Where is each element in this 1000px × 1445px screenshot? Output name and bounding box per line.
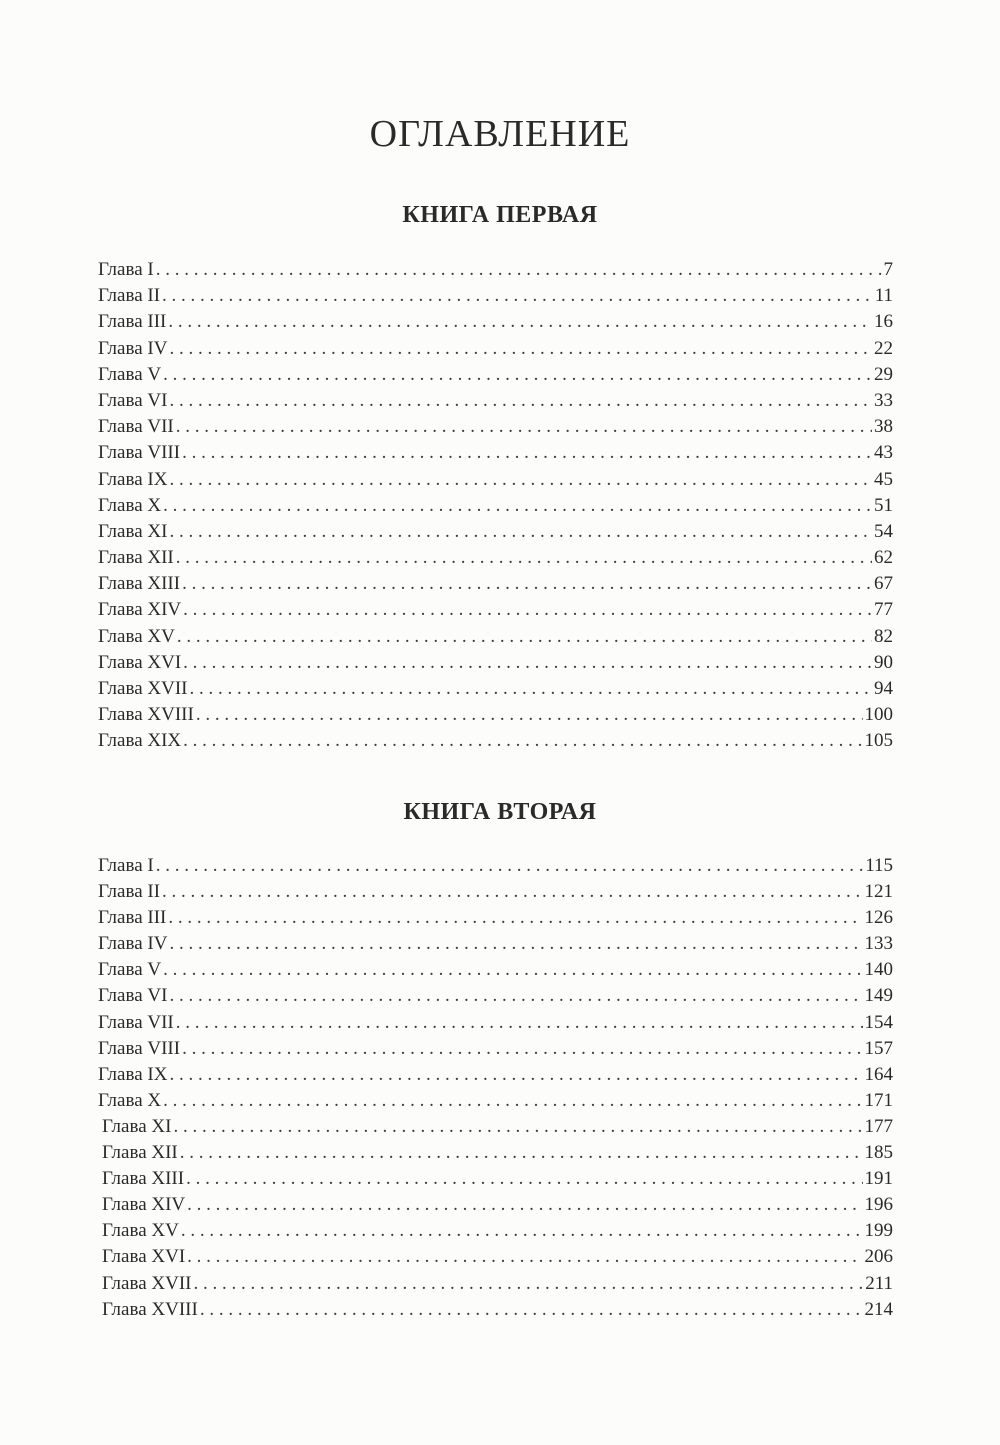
page-number: 105 — [864, 730, 893, 752]
page-number: 45 — [874, 468, 893, 490]
dot-leader — [169, 467, 872, 493]
dot-leader — [182, 440, 872, 466]
dot-leader — [189, 676, 872, 702]
toc-entry[interactable] — [98, 1088, 893, 1114]
toc-entry[interactable] — [98, 571, 893, 597]
toc-entry[interactable] — [98, 597, 893, 623]
chapter-label: Глава V — [98, 959, 162, 981]
dot-leader — [163, 1088, 862, 1114]
dot-leader — [173, 1114, 862, 1140]
toc-entry[interactable] — [98, 879, 893, 905]
page-number: 140 — [864, 959, 893, 981]
toc-entry[interactable] — [98, 257, 893, 283]
toc-entry[interactable] — [98, 309, 893, 335]
dot-leader — [183, 597, 872, 623]
dot-leader — [182, 1036, 862, 1062]
page-number: 196 — [864, 1194, 893, 1216]
toc-entry[interactable] — [98, 1010, 893, 1036]
dot-leader — [177, 624, 872, 650]
chapter-label: Глава XI — [102, 1115, 172, 1137]
toc-entry[interactable] — [98, 1036, 893, 1062]
chapter-label: Глава XIV — [102, 1194, 186, 1216]
page-number: 211 — [865, 1272, 893, 1294]
book-one-contents — [98, 257, 893, 755]
book-two-heading: КНИГА ВТОРАЯ — [403, 799, 597, 825]
chapter-label: Глава II — [98, 285, 161, 307]
page-number: 185 — [864, 1142, 893, 1164]
toc-entry[interactable] — [98, 983, 893, 1009]
dot-leader — [187, 1192, 862, 1218]
page-number: 126 — [864, 907, 893, 929]
page-number: 100 — [864, 704, 893, 726]
book-two-contents — [98, 853, 893, 1323]
dot-leader — [169, 388, 872, 414]
page-number: 164 — [864, 1063, 893, 1085]
page-title: ОГЛАВЛЕНИЕ — [369, 113, 631, 155]
dot-leader — [183, 728, 862, 754]
dot-leader — [193, 1271, 863, 1297]
chapter-label: Глава XIV — [98, 599, 182, 621]
page-number: 11 — [874, 285, 893, 307]
dot-leader — [186, 1166, 862, 1192]
toc-entry[interactable] — [98, 336, 893, 362]
chapter-label: Глава IV — [98, 933, 168, 955]
toc-entry[interactable] — [98, 519, 893, 545]
dot-leader — [180, 1140, 863, 1166]
dot-leader — [169, 1062, 862, 1088]
page-number: 149 — [864, 985, 893, 1007]
toc-entry[interactable] — [98, 1192, 893, 1218]
dot-leader — [169, 519, 872, 545]
dot-leader — [169, 336, 872, 362]
chapter-label: Глава XVII — [102, 1272, 192, 1294]
toc-entry[interactable] — [98, 676, 893, 702]
chapter-label: Глава XV — [102, 1220, 179, 1242]
toc-entry[interactable] — [98, 1062, 893, 1088]
chapter-label: Глава VII — [98, 416, 174, 438]
toc-entry[interactable] — [98, 362, 893, 388]
chapter-label: Глава IX — [98, 468, 168, 490]
dot-leader — [156, 853, 864, 879]
chapter-label: Глава XII — [98, 547, 174, 569]
toc-entry[interactable] — [98, 931, 893, 957]
dot-leader — [163, 362, 872, 388]
page-number: 38 — [874, 416, 893, 438]
chapter-label: Глава I — [98, 855, 154, 876]
chapter-label: Глава VII — [98, 1011, 174, 1033]
chapter-label: Глава XVIII — [102, 1298, 198, 1320]
chapter-label: Глава XVI — [102, 1246, 186, 1268]
dot-leader — [176, 545, 872, 571]
toc-entry[interactable] — [98, 853, 893, 879]
chapter-label: Глава XII — [102, 1142, 178, 1164]
page-number: 177 — [864, 1115, 893, 1137]
page-number: 62 — [874, 547, 893, 569]
dot-leader — [156, 257, 882, 283]
page-number: 77 — [874, 599, 893, 621]
page-number: 214 — [864, 1298, 893, 1320]
toc-entry[interactable] — [98, 728, 893, 754]
toc-entry[interactable] — [98, 1218, 893, 1244]
toc-entry[interactable] — [98, 1244, 893, 1270]
page-number: 115 — [865, 855, 893, 876]
page-number: 29 — [874, 363, 893, 385]
page-number: 54 — [874, 520, 893, 542]
toc-entry[interactable] — [98, 283, 893, 309]
chapter-label: Глава IV — [98, 337, 168, 359]
page-number: 90 — [874, 651, 893, 673]
page-number: 43 — [874, 442, 893, 464]
page-number: 199 — [864, 1220, 893, 1242]
toc-entry[interactable] — [98, 467, 893, 493]
book-one-heading: КНИГА ПЕРВАЯ — [402, 202, 598, 228]
chapter-label: Глава XVIII — [98, 704, 194, 726]
chapter-label: Глава III — [98, 907, 167, 929]
toc-entry[interactable] — [98, 1114, 893, 1140]
toc-entry[interactable] — [98, 493, 893, 519]
chapter-label: Глава X — [98, 1089, 162, 1111]
dot-leader — [187, 1244, 862, 1270]
chapter-label: Глава XVI — [98, 651, 182, 673]
chapter-label: Глава XV — [98, 625, 175, 647]
toc-entry[interactable] — [98, 624, 893, 650]
chapter-label: Глава VIII — [98, 442, 181, 464]
chapter-label: Глава XIII — [98, 573, 181, 595]
chapter-label: Глава VI — [98, 389, 168, 411]
chapter-label: Глава X — [98, 494, 162, 516]
dot-leader — [168, 309, 872, 335]
dot-leader — [162, 283, 873, 309]
toc-entry[interactable] — [98, 1166, 893, 1192]
toc-entry[interactable] — [98, 650, 893, 676]
toc-entry[interactable] — [98, 1140, 893, 1166]
toc-entry[interactable] — [98, 957, 893, 983]
chapter-label: Глава I — [98, 259, 154, 280]
page-number: 7 — [883, 259, 893, 280]
page-number: 206 — [864, 1246, 893, 1268]
page-number: 51 — [874, 494, 893, 516]
toc-entry[interactable] — [98, 1297, 893, 1323]
page-number: 121 — [864, 881, 893, 903]
chapter-label: Глава IX — [98, 1063, 168, 1085]
page-number: 67 — [874, 573, 893, 595]
dot-leader — [196, 702, 863, 728]
chapter-label: Глава VIII — [98, 1037, 181, 1059]
chapter-label: Глава XI — [98, 520, 168, 542]
chapter-label: Глава XIII — [102, 1168, 185, 1190]
dot-leader — [163, 957, 862, 983]
dot-leader — [169, 983, 862, 1009]
chapter-label: Глава XIX — [98, 730, 182, 752]
toc-entry[interactable] — [98, 545, 893, 571]
toc-entry[interactable] — [98, 414, 893, 440]
chapter-label: Глава V — [98, 363, 162, 385]
dot-leader — [168, 905, 862, 931]
dot-leader — [183, 650, 872, 676]
page-number: 133 — [864, 933, 893, 955]
toc-entry[interactable] — [98, 1271, 893, 1297]
page-number: 33 — [874, 389, 893, 411]
page-number: 22 — [874, 337, 893, 359]
page-number: 94 — [874, 678, 893, 699]
chapter-label: Глава II — [98, 881, 161, 903]
toc-entry[interactable] — [98, 440, 893, 466]
page-number: 82 — [874, 625, 893, 647]
toc-entry[interactable] — [98, 905, 893, 931]
chapter-label: Глава VI — [98, 985, 168, 1007]
toc-entry[interactable] — [98, 702, 893, 728]
chapter-label: Глава III — [98, 311, 167, 333]
dot-leader — [176, 1010, 863, 1036]
page-number: 154 — [864, 1011, 893, 1033]
toc-entry[interactable] — [98, 388, 893, 414]
page-number: 191 — [864, 1168, 893, 1190]
dot-leader — [200, 1297, 863, 1323]
page-number: 16 — [874, 311, 893, 333]
dot-leader — [181, 1218, 863, 1244]
dot-leader — [169, 931, 862, 957]
dot-leader — [182, 571, 872, 597]
page-number: 171 — [864, 1089, 893, 1111]
dot-leader — [176, 414, 872, 440]
dot-leader — [163, 493, 872, 519]
chapter-label: Глава XVII — [98, 678, 188, 699]
dot-leader — [162, 879, 862, 905]
page-number: 157 — [864, 1037, 893, 1059]
